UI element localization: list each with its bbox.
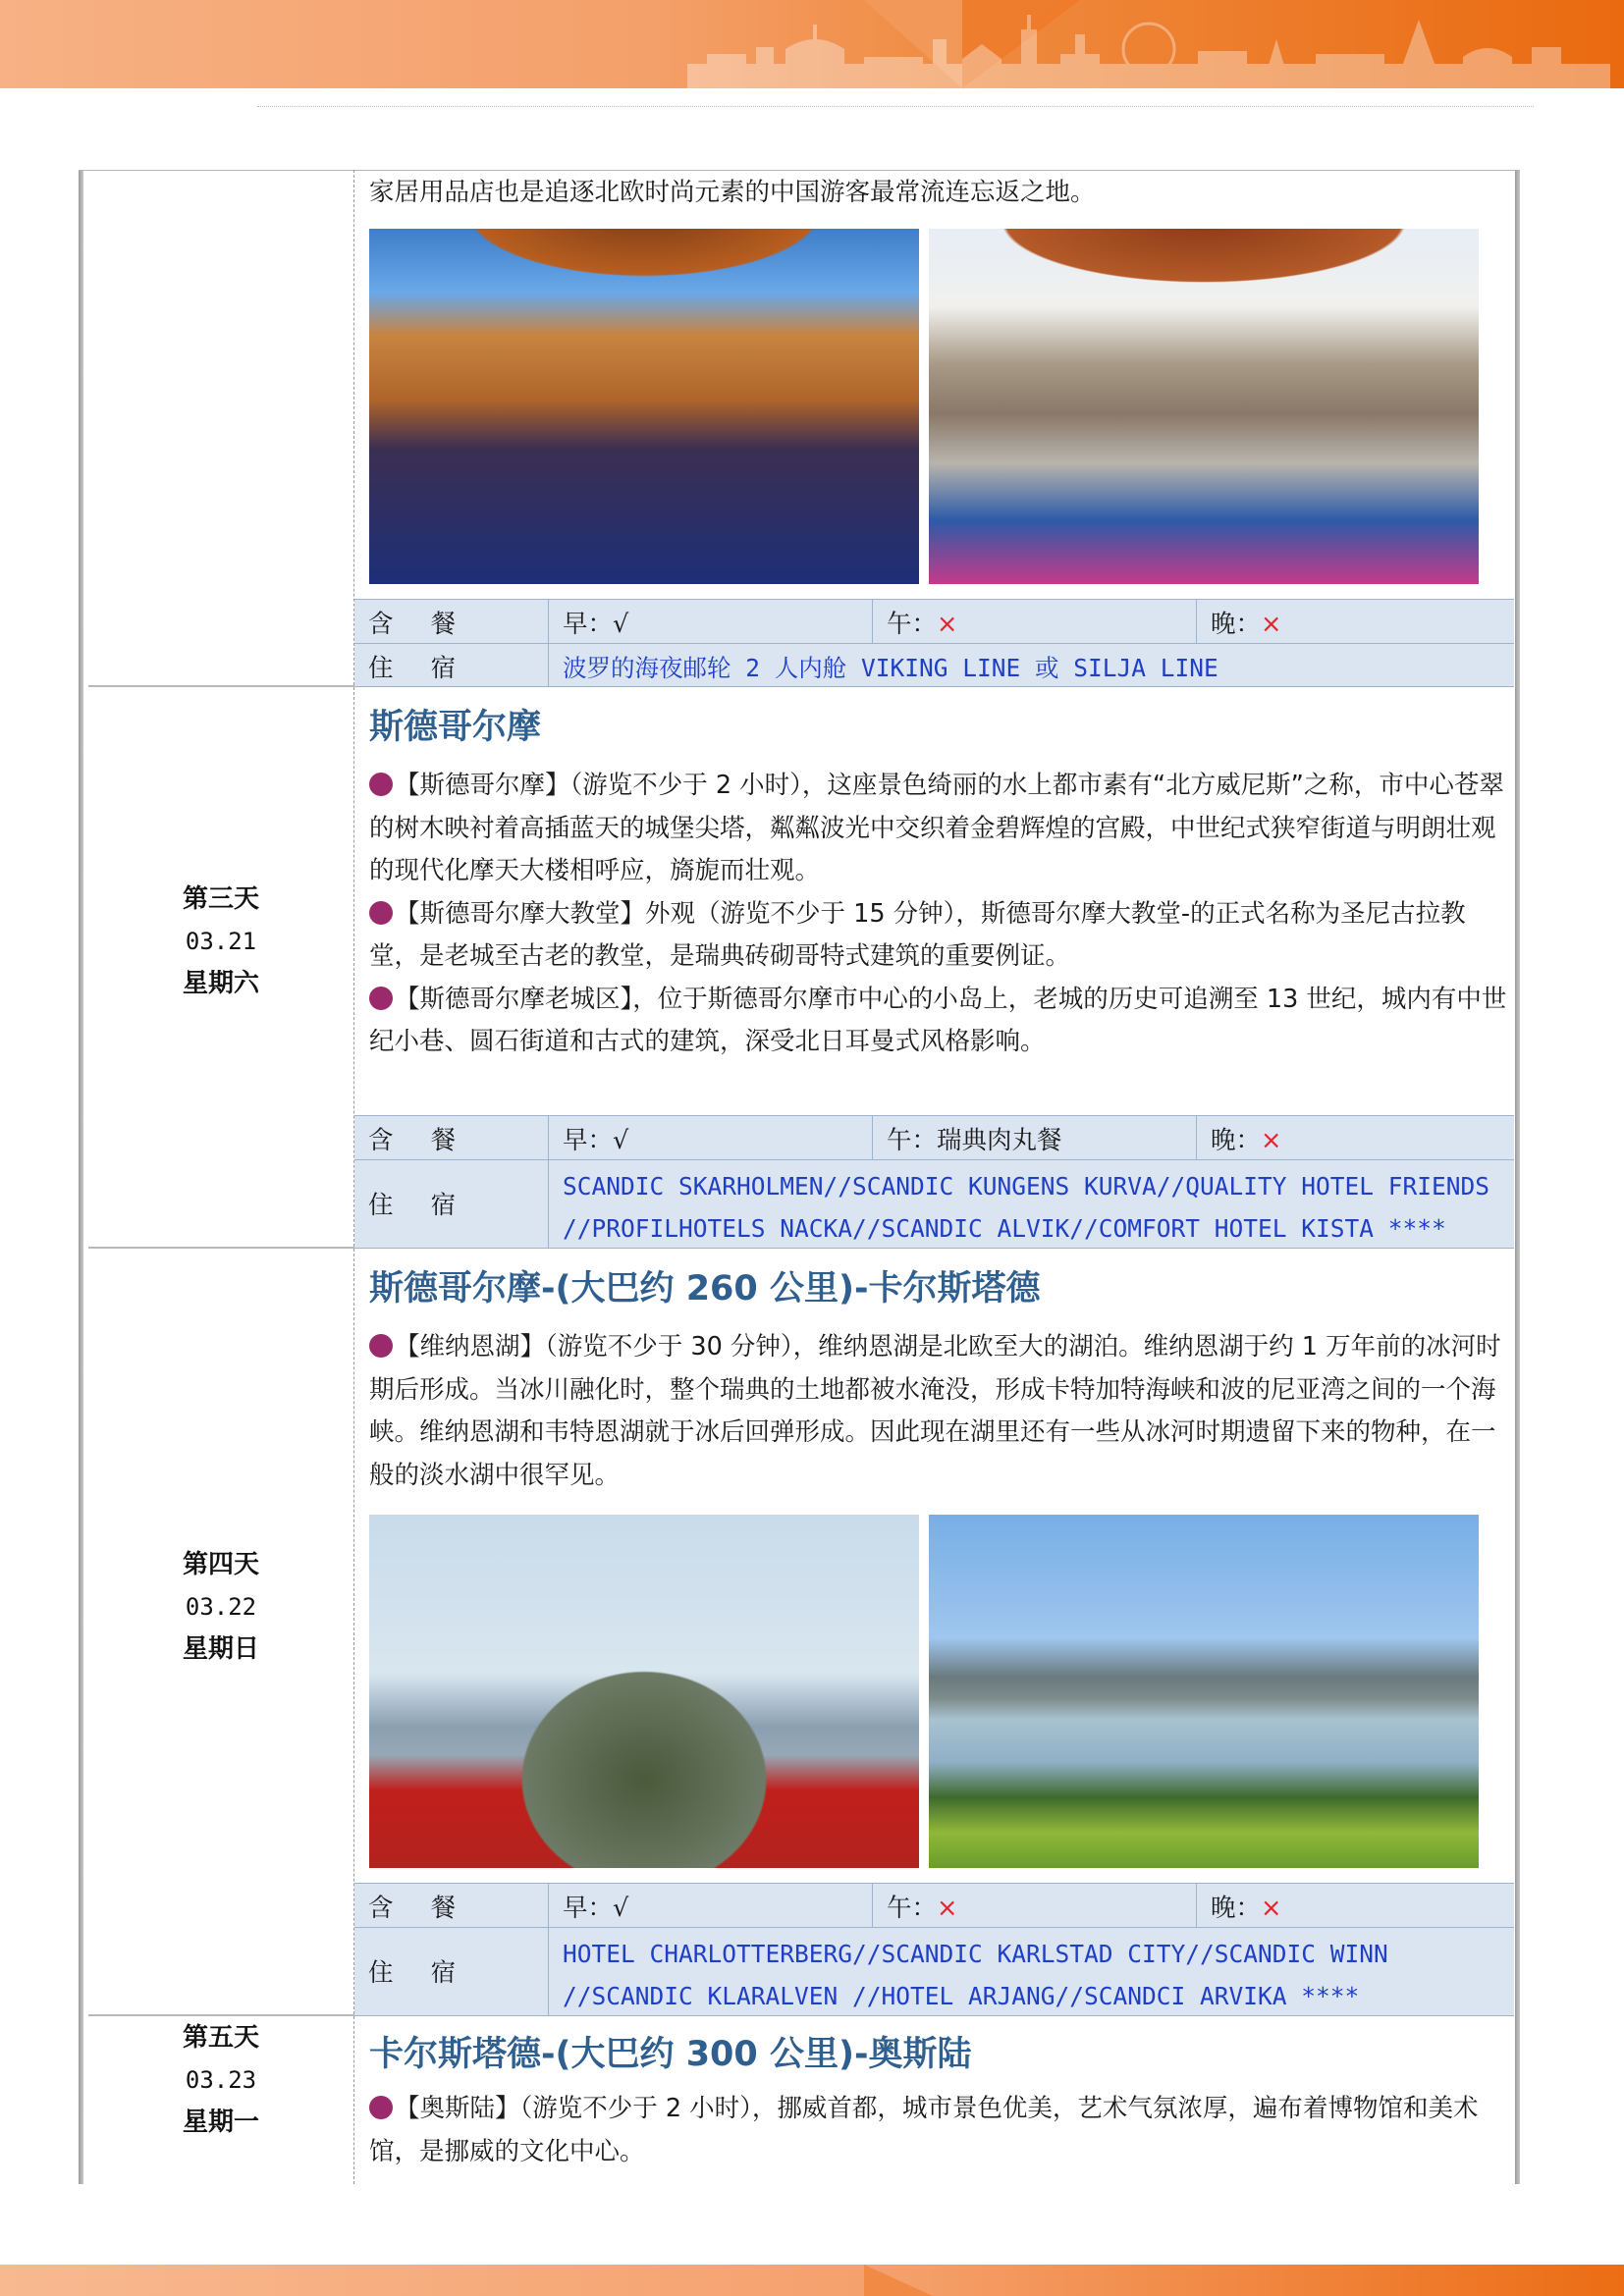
day5-paragraph-1: 【奥斯陆】（游览不少于 2 小时），挪威首都，城市景色优美，艺术气氛浓厚，遍布着博物馆和美术馆，是挪威的文化中心。: [369, 2094, 1479, 2166]
lake-tulips-photo: [369, 1515, 919, 1868]
day2-tail-text: 家居用品店也是追逐北欧时尚元素的中国游客最常流连忘返之地。: [369, 178, 1096, 207]
itinerary-table: [79, 170, 1520, 2184]
day4-lodging-row: [354, 1927, 1514, 2016]
lodging-value: 波罗的海夜邮轮 2 人内舱 VIKING LINE 或 SILJA LINE: [563, 654, 1218, 682]
day3-paragraph-2: 【斯德哥尔摩大教堂】外观（游览不少于 15 分钟），斯德哥尔摩大教堂-的正式名称为圣尼古拉教堂，是老城至古老的教堂，是瑞典砖砌哥特式建筑的重要例证。: [369, 898, 1466, 971]
day3-title: 斯德哥尔摩: [369, 708, 542, 747]
meals-label: 含 餐: [368, 1894, 471, 1923]
day5-content: [369, 2027, 1508, 2173]
lodging-value: HOTEL CHARLOTTERBERG//SCANDIC KARLSTAD CITY//SCANDIC WINN //SCANDIC KLARALVEN //HOTEL ARJANG//SCANDCI ARVIKA ****: [563, 1940, 1388, 2010]
bullet-icon: [369, 773, 393, 796]
day3-lodging-row: [354, 1159, 1514, 1249]
dinner-value: 晚：×: [1211, 1126, 1282, 1155]
day4-paragraph-1: 【维纳恩湖】（游览不少于 30 分钟），维纳恩湖是北欧至大的湖泊。维纳恩湖于约 1 万年前的冰河时期后形成。当冰川融化时，整个瑞典的土地都被水淹没，形成卡特加特海峡和波的尼亚湾之间的一个海峡。维纳恩湖和韦特恩湖就于冰后回弹形成。因此现在湖里还有一些从冰河时期遗留下来的物种，在一般的淡水湖中很罕见。: [369, 1332, 1501, 1490]
bullet-icon: [369, 901, 393, 925]
breakfast-value: 早：√: [563, 610, 629, 639]
day4-meals-row: [354, 1883, 1514, 1928]
bullet-icon: [369, 2096, 393, 2119]
day2-lodging-row: [354, 643, 1514, 687]
lunch-value: 午：瑞典肉丸餐: [887, 1126, 1062, 1155]
lunch-value: 午：×: [887, 1894, 958, 1923]
footer-band: [0, 2265, 1624, 2296]
city-skyline-icon: [687, 10, 1610, 88]
lodging-value: SCANDIC SKARHOLMEN//SCANDIC KUNGENS KURVA//QUALITY HOTEL FRIENDS //PROFILHOTELS NACKA//SCANDIC ALVIK//COMFORT HOTEL KISTA ****: [563, 1172, 1490, 1243]
meals-label: 含 餐: [368, 610, 471, 639]
temppeliaukio-church-photo-1: [369, 229, 919, 584]
lunch-value: 午：×: [887, 610, 958, 639]
bullet-icon: [369, 1334, 393, 1358]
header-rule: [257, 106, 1534, 107]
day4-title: 斯德哥尔摩-(大巴约 260 公里)-卡尔斯塔德: [369, 1269, 1041, 1308]
dinner-value: 晚：×: [1211, 610, 1282, 639]
day4-content: [369, 1261, 1508, 1497]
lodging-label: 住 宿: [368, 1958, 471, 1988]
dinner-value: 晚：×: [1211, 1894, 1282, 1923]
day3-label: 第三天 03.21 星期六: [182, 884, 259, 998]
day5-title: 卡尔斯塔德-(大巴约 300 公里)-奥斯陆: [369, 2035, 972, 2074]
day3-content: [369, 700, 1508, 1064]
temppeliaukio-church-photo-2: [929, 229, 1479, 584]
day2-meals-row: [354, 599, 1514, 644]
day3-paragraph-3: 【斯德哥尔摩老城区】，位于斯德哥尔摩市中心的小岛上，老城的历史可追溯至 13 世纪，城内有中世纪小巷、圆石街道和古式的建筑，深受北日耳曼式风格影响。: [369, 984, 1507, 1056]
lodging-label: 住 宿: [368, 654, 471, 683]
lake-meadow-photo: [929, 1515, 1479, 1868]
meals-label: 含 餐: [368, 1126, 471, 1155]
bullet-icon: [369, 987, 393, 1010]
day3-paragraph-1: 【斯德哥尔摩】（游览不少于 2 小时），这座景色绮丽的水上都市素有“北方威尼斯”之称，市中心苍翠的树木映衬着高插蓝天的城堡尖塔，粼粼波光中交织着金碧辉煌的宫殿，中世纪式狭窄街道与明朗壮观的现代化摩天大楼相呼应，旖旎而壮观。: [369, 771, 1504, 885]
day3-meals-row: [354, 1115, 1514, 1160]
lodging-label: 住 宿: [368, 1191, 471, 1220]
day5-label: 第五天 03.23 星期一: [182, 2023, 259, 2137]
breakfast-value: 早：√: [563, 1894, 629, 1923]
header-band: [0, 0, 1624, 88]
day2-content: [369, 172, 1508, 215]
day4-label: 第四天 03.22 星期日: [182, 1550, 259, 1664]
breakfast-value: 早：√: [563, 1126, 629, 1155]
